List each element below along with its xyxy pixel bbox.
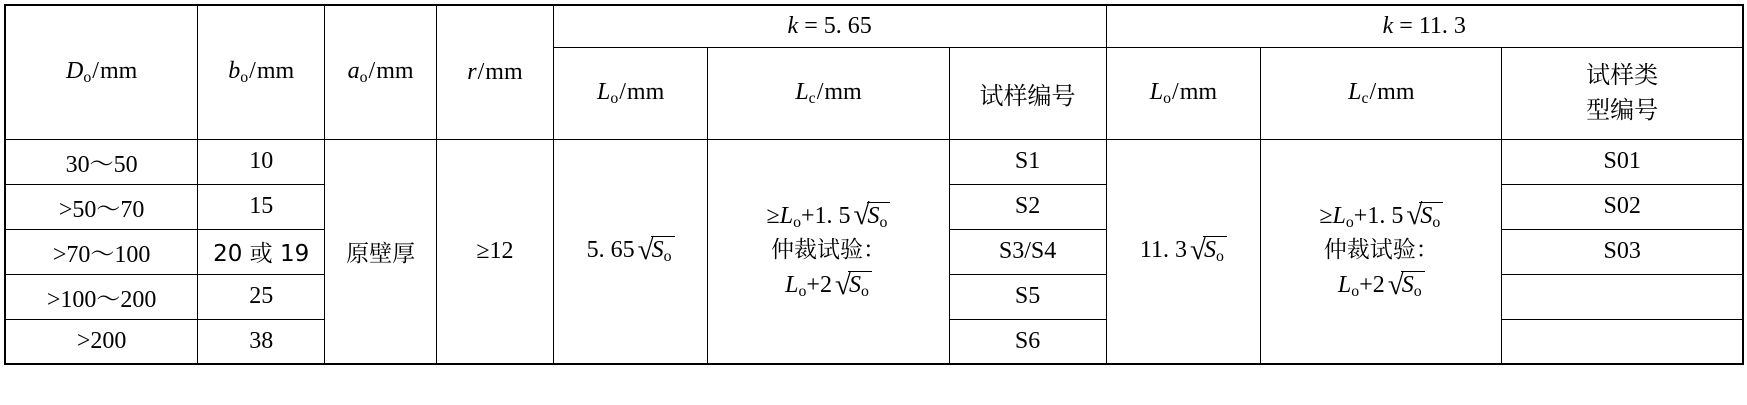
g2-lc-arbitration-label: 仲裁试验：	[1323, 237, 1439, 264]
cell-g2-sample-id: S01	[1502, 139, 1743, 184]
header-g2-lo-symbol: L	[1149, 78, 1164, 105]
header-cell-bo: $b_o/mm$	[198, 5, 325, 139]
g2-lc-lo-subscript-2: o	[1351, 283, 1360, 300]
specimen-dimensions-table	[4, 4, 1744, 365]
g2-lc-radicand-subscript-2: o	[1413, 283, 1422, 300]
header-do-subscript: o	[83, 68, 92, 86]
g1-lc-lo-subscript: o	[793, 213, 801, 231]
header-g1-lo-subscript: o	[610, 89, 619, 107]
g1-lc-sqrt-1	[853, 199, 891, 232]
header-r-symbol: r	[467, 58, 477, 85]
header-do-symbol: D	[66, 57, 84, 84]
header-bo-subscript: o	[240, 68, 249, 86]
g2-lc-lo-symbol-2: L	[1337, 272, 1352, 299]
header-g2-lc-symbol: L	[1348, 78, 1362, 105]
g2-lc-plus-2: +2	[1359, 272, 1385, 299]
g2-lo-coefficient: 11. 3	[1139, 237, 1187, 264]
radical-icon: √	[834, 268, 852, 301]
g1-lo-radicand-symbol: S	[651, 237, 664, 264]
g2-lc-plus-1p5: +1. 5	[1353, 202, 1404, 229]
g1-lc-formula-line1	[766, 199, 891, 232]
header-group2-equals: =	[1399, 12, 1413, 39]
g1-lc-radicand-symbol-1: S	[867, 202, 880, 229]
header-bo-unit: mm	[256, 57, 295, 84]
radical-icon: √	[1387, 268, 1404, 301]
header-g2-lc-unit: mm	[1377, 78, 1415, 105]
cell-g2-lo-merged	[1106, 139, 1261, 364]
header-group1-k: k	[787, 12, 799, 39]
header-cell-g1-sample-id	[949, 47, 1106, 139]
table-sheet	[0, 4, 1747, 405]
g2-lc-radicand-symbol-1: S	[1420, 202, 1433, 229]
g2-lc-lo-symbol: L	[1332, 202, 1346, 229]
header-bo-symbol: b	[228, 57, 241, 84]
header-group-k113	[1106, 5, 1743, 47]
g2-lo-radicand-symbol: S	[1204, 237, 1216, 264]
header-cell-g2-lc: $L_c/mm$	[1261, 47, 1502, 139]
header-group2-k: k	[1382, 12, 1394, 39]
header-ao-unit: mm	[376, 57, 414, 84]
g2-lc-sqrt-2	[1387, 268, 1425, 301]
g2-lo-radicand-subscript: o	[1216, 248, 1224, 266]
cell-g1-lc-merged	[708, 139, 949, 364]
radical-icon: √	[853, 199, 870, 232]
g1-lc-ge-sign: ≥	[766, 202, 780, 229]
cell-bo	[198, 229, 325, 274]
header-ao-symbol: a	[347, 57, 360, 84]
header-g2-lc-subscript: c	[1361, 89, 1369, 107]
g2-lc-sqrt-1	[1406, 199, 1443, 232]
cell-g1-sample-id: S2	[949, 184, 1106, 229]
g2-lc-lo-subscript: o	[1345, 213, 1354, 231]
header-g1-lc-unit: mm	[824, 78, 862, 105]
table-header-row-groups	[5, 5, 1743, 47]
g1-lc-plus-2: +2	[806, 272, 832, 299]
cell-do: >200	[5, 319, 198, 364]
g1-lc-arbitration-label: 仲裁试验：	[771, 237, 887, 264]
header-g1-sample-id-label: 试样编号	[979, 81, 1076, 110]
header-cell-do: $D_o/mm$	[5, 5, 198, 139]
g1-lc-radicand-subscript-2: o	[860, 283, 869, 300]
header-cell-g2-lo: $L_o/mm$	[1106, 47, 1261, 139]
cell-bo: 10	[198, 139, 325, 184]
radical-icon: √	[637, 234, 654, 267]
header-g1-lc-symbol: L	[795, 78, 809, 105]
cell-bo: 15	[198, 184, 325, 229]
cell-do: >100～200	[5, 274, 198, 319]
g1-lc-formula-line3	[785, 268, 872, 301]
cell-g2-sample-id	[1502, 319, 1743, 364]
g2-lo-sqrt	[1190, 236, 1227, 266]
header-cell-r: r/mm	[437, 5, 554, 139]
header-cell-ao: $a_o/mm$	[325, 5, 437, 139]
cell-do: >50～70	[5, 184, 198, 229]
header-g1-lo-symbol: L	[596, 78, 611, 105]
g1-lc-lo-symbol-2: L	[785, 272, 799, 299]
cell-g1-sample-id: S5	[949, 274, 1106, 319]
cell-bo-value: 20 或 19	[213, 241, 310, 267]
header-group-k565	[553, 5, 1106, 47]
header-ao-subscript: o	[359, 68, 368, 86]
table-row	[5, 139, 1743, 184]
header-group1-equals: =	[804, 12, 818, 39]
g2-lc-radicand-subscript-1: o	[1432, 213, 1441, 231]
g2-lc-formula-line1	[1319, 199, 1443, 232]
g2-lc-formula-line3	[1337, 268, 1425, 301]
cell-g1-sample-id: S1	[949, 139, 1106, 184]
header-group1-value: 5. 65	[823, 12, 872, 39]
header-r-unit: mm	[485, 58, 523, 85]
cell-g1-sample-id: S6	[949, 319, 1106, 364]
g1-lc-lo-symbol: L	[779, 202, 794, 229]
header-do-unit: mm	[99, 57, 138, 84]
header-g2-sample-type-line1: 试样类	[1586, 61, 1659, 90]
cell-r-value: ≥12	[476, 237, 514, 264]
header-cell-g1-lo: $L_o/mm$	[553, 47, 708, 139]
g1-lo-coefficient: 5. 65	[586, 237, 635, 264]
header-g1-lc-subscript: c	[808, 89, 816, 107]
radical-icon: √	[1406, 199, 1423, 232]
header-cell-g2-sample-type-id	[1502, 47, 1743, 139]
cell-ao-merged	[325, 139, 437, 364]
cell-bo: 25	[198, 274, 325, 319]
cell-g2-sample-id: S03	[1502, 229, 1743, 274]
header-cell-g1-lc: $L_c/mm$	[708, 47, 949, 139]
cell-do: >70～100	[5, 229, 198, 274]
cell-r-merged	[437, 139, 554, 364]
g2-lc-radicand-symbol-2: S	[1401, 272, 1414, 299]
cell-g2-lc-merged	[1261, 139, 1502, 364]
g1-lo-radicand-subscript: o	[663, 248, 672, 266]
header-group2-value: 11. 3	[1418, 12, 1466, 39]
cell-ao-value: 原壁厚	[346, 240, 416, 267]
cell-g1-sample-id: S3/S4	[949, 229, 1106, 274]
cell-bo: 38	[198, 319, 325, 364]
g1-lc-sqrt-2	[834, 268, 872, 301]
g1-lc-radicand-symbol-2: S	[848, 272, 861, 299]
header-g2-lo-unit: mm	[1179, 78, 1218, 105]
g1-lc-radicand-subscript-1: o	[879, 213, 888, 231]
g1-lc-plus-1p5: +1. 5	[801, 202, 851, 229]
header-g2-lo-subscript: o	[1163, 89, 1172, 107]
cell-g2-sample-id: S02	[1502, 184, 1743, 229]
header-g1-lo-unit: mm	[626, 78, 665, 105]
g2-lc-ge-sign: ≥	[1319, 202, 1333, 229]
cell-do: 30～50	[5, 139, 198, 184]
cell-g2-sample-id	[1502, 274, 1743, 319]
cell-g1-lo-merged	[553, 139, 708, 364]
radical-icon: √	[1190, 234, 1207, 267]
g1-lo-sqrt	[638, 236, 675, 266]
g1-lc-lo-subscript-2: o	[798, 283, 807, 300]
header-g2-sample-type-line2: 型编号	[1586, 96, 1659, 124]
